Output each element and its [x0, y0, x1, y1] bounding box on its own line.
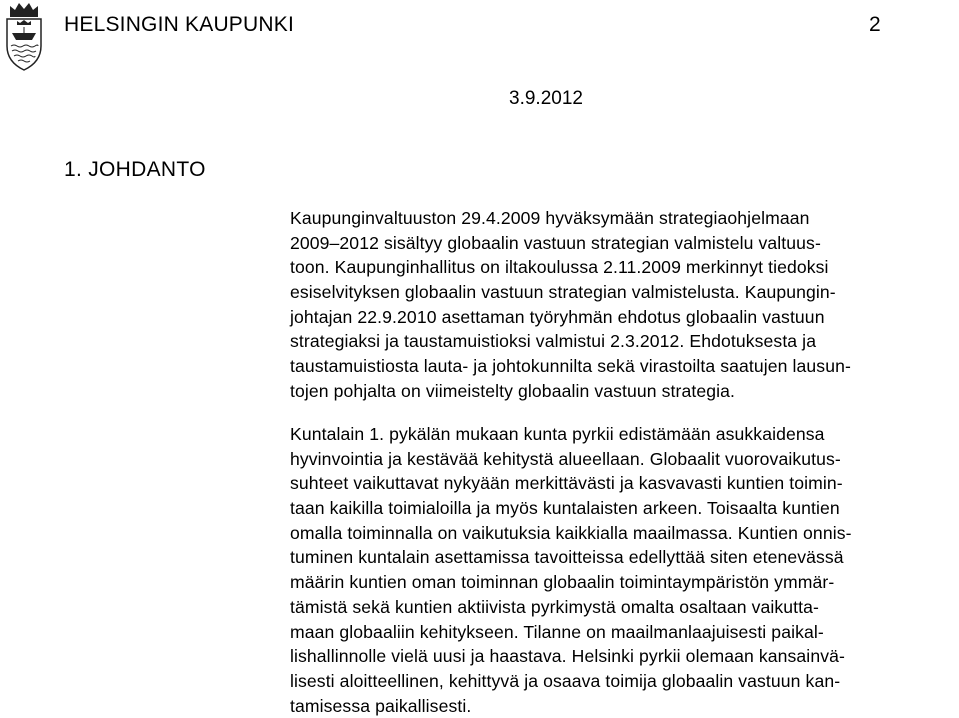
paragraph-line: Kaupunginvaltuuston 29.4.2009 hyväksymään strategiaohjelmaan	[290, 208, 810, 228]
organization-name: HELSINGIN KAUPUNKI	[64, 13, 294, 36]
paragraph-line: määrin kuntien oman toiminnan globaalin toimintaympäristön ymmär-	[290, 572, 835, 593]
page-number: 2	[869, 13, 881, 36]
paragraph-line: lishallinnolle vielä uusi ja haastava. Helsinki pyrkii olemaan kansainvä-	[290, 646, 845, 667]
paragraph-line: strategiaksi ja taustamuistioksi valmistui 2.3.2012. Ehdotuksesta ja	[290, 331, 817, 352]
paragraph-line: suhteet vaikuttavat nykyään merkittävästi ja kasvavasti kuntien toimin-	[290, 473, 843, 494]
paragraph-line: tojen pohjalta on viimeistelty globaalin vastuun strategia.	[290, 380, 736, 401]
paragraph-line: esiselvityksen globaalin vastuun strategian valmistelusta. Kaupungin-	[290, 282, 836, 303]
paragraph-line: tamisessa paikallisesti.	[290, 695, 472, 716]
paragraph-line: omalla toiminnalla on vaikutuksia kaikkialla maailmassa. Kuntien onnis-	[290, 522, 852, 543]
paragraph-line: johtajan 22.9.2010 asettaman työryhmän ehdotus globaalin vastuun	[290, 306, 825, 327]
paragraph-line: 2009–2012 sisältyy globaalin vastuun strategian valmistelu valtuus-	[290, 232, 821, 253]
paragraph-line: taustamuistiosta lauta- ja johtokunnilta sekä virastoilta saatujen lausun-	[290, 356, 851, 377]
paragraph-line: taan kaikilla toimialoilla ja myös kuntalaisten arkeen. Toisaalta kuntien	[290, 498, 840, 519]
paragraph-kuntalaki	[290, 422, 945, 718]
paragraph-line: lisesti aloitteellinen, kehittyvä ja osaava toimija globaalin vastuun kan-	[290, 670, 841, 691]
paragraph-line: Kuntalain 1. pykälän mukaan kunta pyrkii edistämään asukkaidensa	[290, 424, 825, 444]
paragraph-line: tämistä sekä kuntien aktiivista pyrkimystä omalta osaltaan vaikutta-	[290, 596, 819, 617]
section-heading: 1. JOHDANTO	[64, 158, 206, 181]
paragraph-line: tuminen kuntalain asettamissa tavoitteissa edellyttää siten etenevässä	[290, 547, 844, 568]
paragraph-intro	[290, 206, 945, 404]
paragraph-line: hyvinvointia ja kestävää kehitystä alueellaan. Globaalit vuorovaikutus-	[290, 448, 841, 469]
helsinki-coat-of-arms-icon	[4, 0, 44, 72]
paragraph-line: toon. Kaupunginhallitus on iltakoulussa 2.11.2009 merkinnyt tiedoksi	[290, 257, 829, 278]
paragraph-line: maan globaaliin kehitykseen. Tilanne on maailmanlaajuisesti paikal-	[290, 621, 824, 642]
document-date: 3.9.2012	[509, 88, 583, 109]
